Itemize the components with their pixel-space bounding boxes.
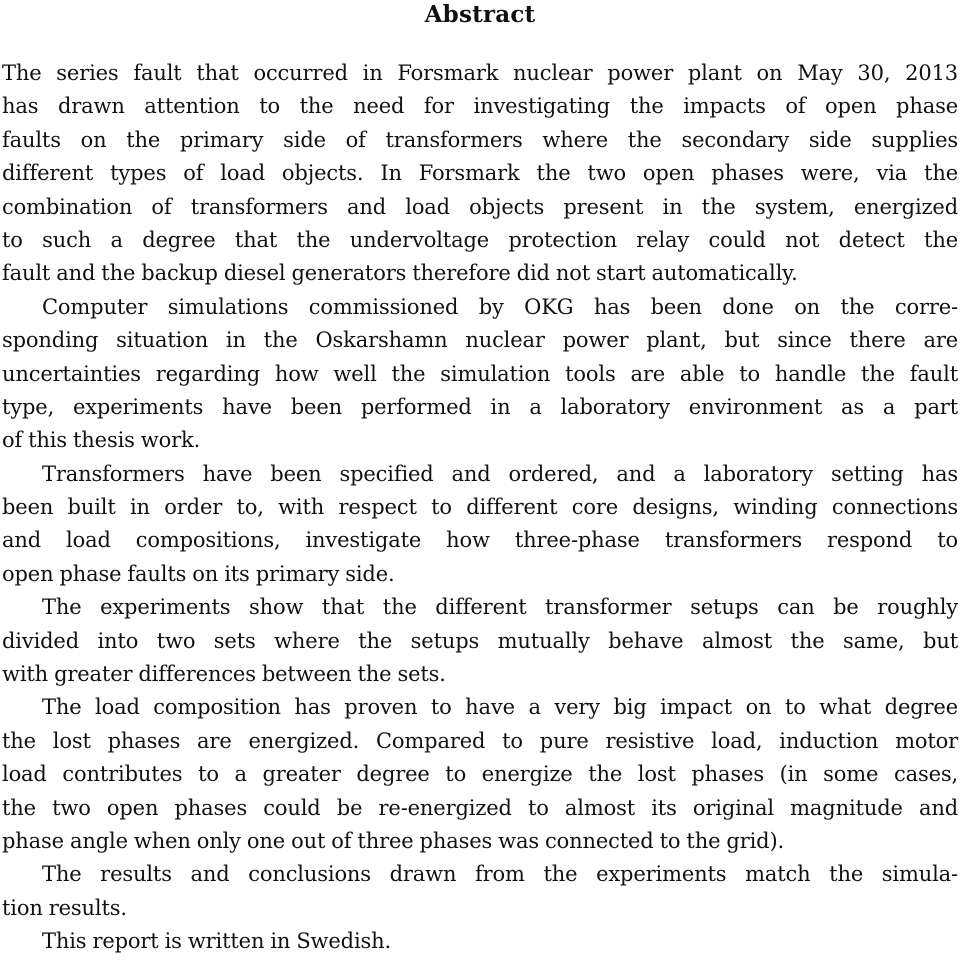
abstract-heading: Abstract: [424, 1, 536, 28]
text-line: been built in order to, with respect to different core designs, winding connections: [2, 495, 958, 520]
text-line: open phase faults on its primary side.: [2, 561, 395, 586]
text-line: The experiments show that the different transformer setups can be roughly: [42, 595, 958, 620]
text-line: combination of transformers and load objects present in the system, energized: [2, 194, 958, 219]
text-line: The load composition has proven to have a very big impact on to what degree: [42, 695, 958, 720]
text-line: with greater differences between the sets.: [2, 662, 446, 687]
text-line: divided into two sets where the setups mutually behave almost the same, but: [2, 628, 958, 653]
text-line: has drawn attention to the need for investigating the impacts of open phase: [2, 94, 958, 119]
text-line: The results and conclusions drawn from the experiments match the simula-: [42, 862, 958, 887]
text-line: of this thesis work.: [2, 428, 201, 453]
text-line: different types of load objects. In Forsmark the two open phases were, via the: [2, 161, 958, 186]
text-line: phase angle when only one out of three phases was connected to the grid).: [2, 828, 785, 853]
text-line: load contributes to a greater degree to energize the lost phases (in some cases,: [2, 762, 958, 787]
text-line: uncertainties regarding how well the simulation tools are able to handle the fault: [2, 361, 958, 386]
text-line: The series fault that occurred in Forsmark nuclear power plant on May 30, 2013: [2, 61, 958, 85]
text-line: sponding situation in the Oskarshamn nuclear power plant, but since there are: [2, 328, 958, 353]
text-line: the lost phases are energized. Compared to pure resistive load, induction motor: [2, 728, 958, 753]
text-line: and load compositions, investigate how three-phase transformers respond to: [2, 528, 958, 553]
text-line: fault and the backup diesel generators therefore did not start automatically.: [2, 261, 798, 286]
text-line: to such a degree that the undervoltage protection relay could not detect the: [2, 227, 958, 252]
text-line: Computer simulations commissioned by OKG has been done on the corre-: [42, 294, 958, 319]
abstract-body: [2, 57, 958, 959]
text-line: faults on the primary side of transformers where the secondary side supplies: [2, 127, 958, 152]
text-line: Transformers have been specified and ordered, and a laboratory setting has: [42, 461, 958, 486]
text-line: the two open phases could be re-energized to almost its original magnitude and: [2, 795, 958, 820]
text-line: type, experiments have been performed in a laboratory environment as a part: [2, 394, 958, 419]
text-line: This report is written in Swedish.: [42, 929, 392, 954]
text-line: tion results.: [2, 895, 127, 920]
